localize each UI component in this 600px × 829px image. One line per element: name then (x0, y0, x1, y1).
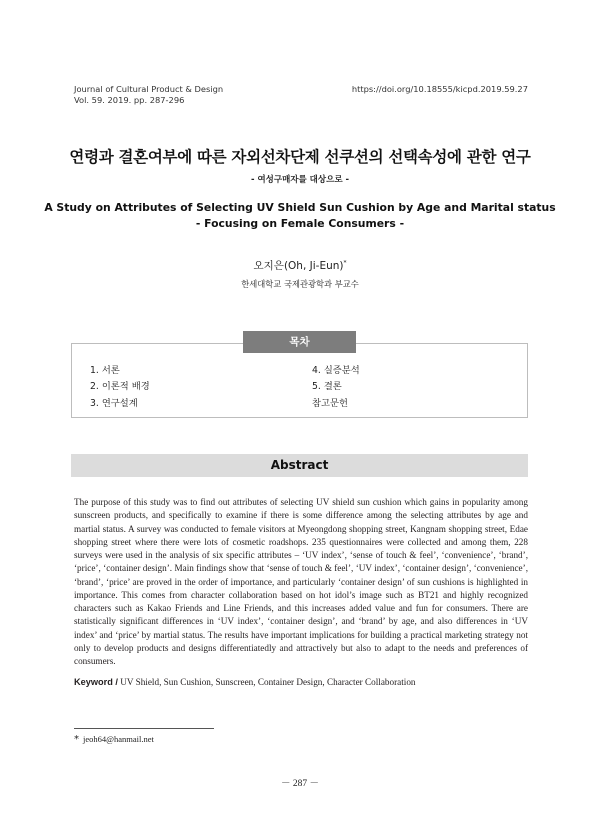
english-title-line1: A Study on Attributes of Selecting UV Shield Sun Cushion by Age and Marital status (44, 201, 556, 214)
toc-item: 5. 결론 (312, 381, 342, 392)
toc-item: 4. 실증분석 (312, 365, 360, 376)
author-footnote-mark: * (343, 259, 347, 267)
toc-item: 참고문헌 (312, 398, 348, 409)
english-title-line2: - Focusing on Female Consumers - (195, 217, 405, 230)
toc-item: 3. 연구설계 (90, 398, 138, 409)
keywords (74, 677, 528, 687)
abstract-heading: Abstract (71, 454, 528, 477)
keyword-label: Keyword / (74, 677, 118, 687)
journal-info (74, 84, 223, 106)
author-name: 오지은(Oh, Ji-Eun) (253, 260, 344, 272)
korean-subtitle: - 여성구매자를 대상으로 - (250, 175, 350, 185)
toc-item: 1. 서론 (90, 365, 120, 376)
toc-heading: 목차 (243, 331, 356, 353)
footnote-mark: * (74, 734, 79, 745)
author-affiliation: 한세대학교 국제관광학과 부교수 (241, 279, 359, 289)
toc-item: 2. 이론적 배경 (90, 381, 150, 392)
journal-volume: Vol. 59. 2019. pp. 287-296 (74, 95, 185, 105)
footnote-email[interactable]: jeoh64@hanmail.net (83, 734, 154, 744)
english-title (0, 200, 600, 232)
page-number: － 287 － (280, 779, 319, 789)
doi-link[interactable]: https://doi.org/10.18555/kicpd.2019.59.27 (351, 84, 528, 94)
footnote (74, 734, 154, 745)
journal-name: Journal of Cultural Product & Design (74, 84, 224, 94)
korean-title: 연령과 결혼여부에 따른 자외선차단제 선쿠션의 선택속성에 관한 연구 (69, 148, 531, 166)
author (0, 258, 600, 273)
abstract-body: The purpose of this study was to find out attributes of selecting UV shield sun cushion which gains in popularity among sunscreen products, and specifically to examine if there is some difference among the selecting attributes by age and martial status. A survey was conducted to female visitors at Myeongdong shopping street, Kangnam shopping street, Edae shopping street where there were lots of cosmetic roadshops. 235 questionnaires were collected and among them, 228 surveys were used in the analysis of six specific attributes – ‘UV index’, ‘sense of touch & feel’, ‘convenience’, ‘brand’, ‘price’, ‘container design’. Main findings show that ‘sense of touch & feel’, ‘UV index’, ‘container design’, ‘convenience’, ‘brand’, ‘price’ are proved in the order of importance, and particularly ‘container design’ of sun cushions is highlighted in importance. This comes from character collaboration based on hot idol’s image such as BT21 and highly recognized characters such as Kakao Friends and Line Friends, and this increases added value and fun for consumers. There are statistically significant differences in ‘UV index’, ‘container design’, and ‘brand’ by age, and also differences in ‘UV index’ and ‘price’ by martial status. The results have important implications for building a practical marketing strategy not only to develop products and designs differentiatedly and attractively but also to adapt to the needs and preferences of consumers. (74, 497, 528, 666)
keyword-list: UV Shield, Sun Cushion, Sunscreen, Container Design, Character Collaboration (120, 677, 416, 687)
footnote-divider (74, 728, 214, 729)
